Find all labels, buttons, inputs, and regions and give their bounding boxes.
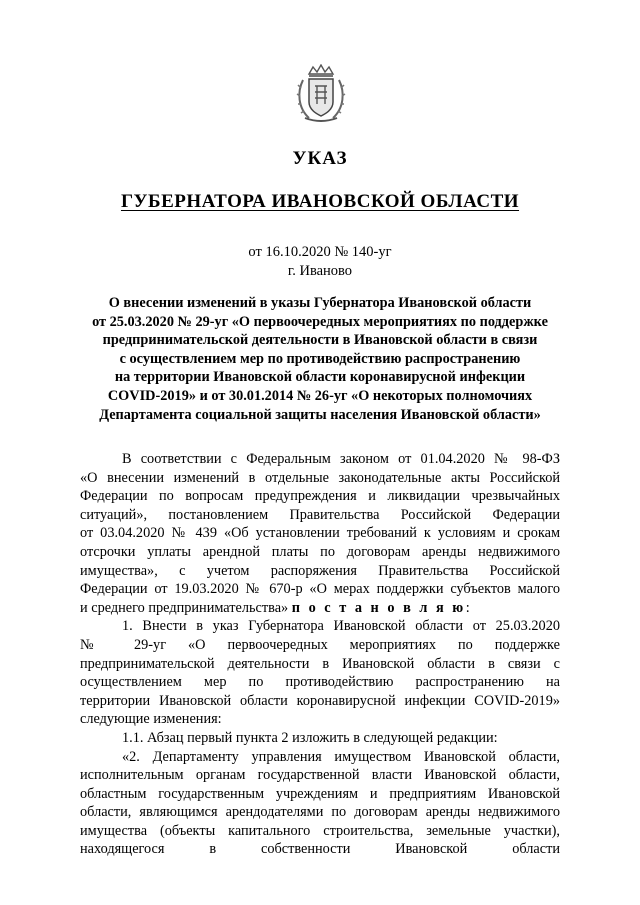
body-line: В соответствии с Федеральным законом от 01.04.2020 № 98-ФЗ: [122, 451, 560, 467]
heading-line: Департамента социальной защиты населения Ивановской области»: [99, 406, 541, 423]
city-line: г. Иваново: [287, 263, 353, 279]
body-line: исполнительным органам государственной власти Ивановской области,: [80, 767, 560, 784]
body-line: ситуаций», постановлением Правительства Российской Федерации: [80, 506, 560, 523]
body-line-resolution: [80, 599, 560, 618]
document-subtitle: [0, 191, 640, 213]
body-line: Федерации по вопросам предупреждения и ликвидации чрезвычайных: [80, 488, 560, 505]
document-heading: [60, 294, 580, 424]
body-line: осуществлением мер по противодействию распространению на: [80, 674, 560, 691]
body-line: «О внесении изменений в отдельные законодательные акты Российской: [80, 469, 560, 486]
document-body: [80, 450, 560, 859]
body-line: от 03.04.2020 № 439 «Об установлении требований к условиям и срокам: [80, 525, 560, 542]
body-line: следующие изменения:: [80, 711, 222, 728]
body-line: имущества», с учетом распоряжения Правительства Российской: [80, 562, 560, 579]
body-line: предпринимательской деятельности в Ивановской области в связи с: [80, 655, 560, 672]
coat-of-arms-emblem: [295, 64, 347, 124]
body-line: территории Ивановской области коронавирусной инфекции COVID-2019»: [80, 692, 560, 709]
body-line: № 29-уг «О первоочередных мероприятиях по поддержке: [80, 636, 560, 653]
date-number-line: от 16.10.2020 № 140-уг: [248, 244, 392, 260]
resolution-word: п о с т а н о в л я ю: [291, 599, 466, 616]
body-line: областным государственным учреждениям и предприятиям Ивановской: [80, 785, 560, 802]
resolution-prefix: и среднего предпринимательства»: [80, 599, 289, 616]
heading-line: от 25.03.2020 № 29-уг «О первоочередных мероприятиях по поддержке: [92, 313, 548, 330]
heading-line: COVID-2019» и от 30.01.2014 № 26-уг «О некоторых полномочиях: [107, 387, 533, 404]
document-subtitle-text: ГУБЕРНАТОРА ИВАНОВСКОЙ ОБЛАСТИ: [120, 191, 520, 212]
date-block: [0, 243, 640, 281]
heading-line: с осуществлением мер по противодействию распространению: [119, 350, 521, 367]
heading-line: на территории Ивановской области коронавирусной инфекции: [114, 369, 526, 386]
resolution-suffix: :: [465, 599, 470, 616]
body-line: отсрочки уплаты арендной платы по договорам аренды недвижимого: [80, 543, 560, 560]
body-line: Федерации от 19.03.2020 № 670-р «О мерах поддержки субъектов малого: [80, 581, 560, 598]
heading-line: О внесении изменений в указы Губернатора Ивановской области: [108, 295, 532, 311]
body-line: области, являющимся арендодателями по договорам аренды недвижимого: [80, 804, 560, 821]
body-line: 1.1. Абзац первый пункта 2 изложить в следующей редакции:: [122, 729, 498, 746]
heading-line: предпринимательской деятельности в Ивановской области в связи: [102, 332, 538, 349]
document-title: УКАЗ: [292, 148, 348, 169]
body-line: находящегося в собственности Ивановской области: [80, 841, 560, 858]
body-line: «2. Департаменту управления имуществом Ивановской области,: [122, 748, 560, 765]
body-line: имущества (объекты капитального строительства, земельные участки),: [80, 822, 560, 839]
body-line: 1. Внести в указ Губернатора Ивановской области от 25.03.2020: [122, 618, 560, 635]
